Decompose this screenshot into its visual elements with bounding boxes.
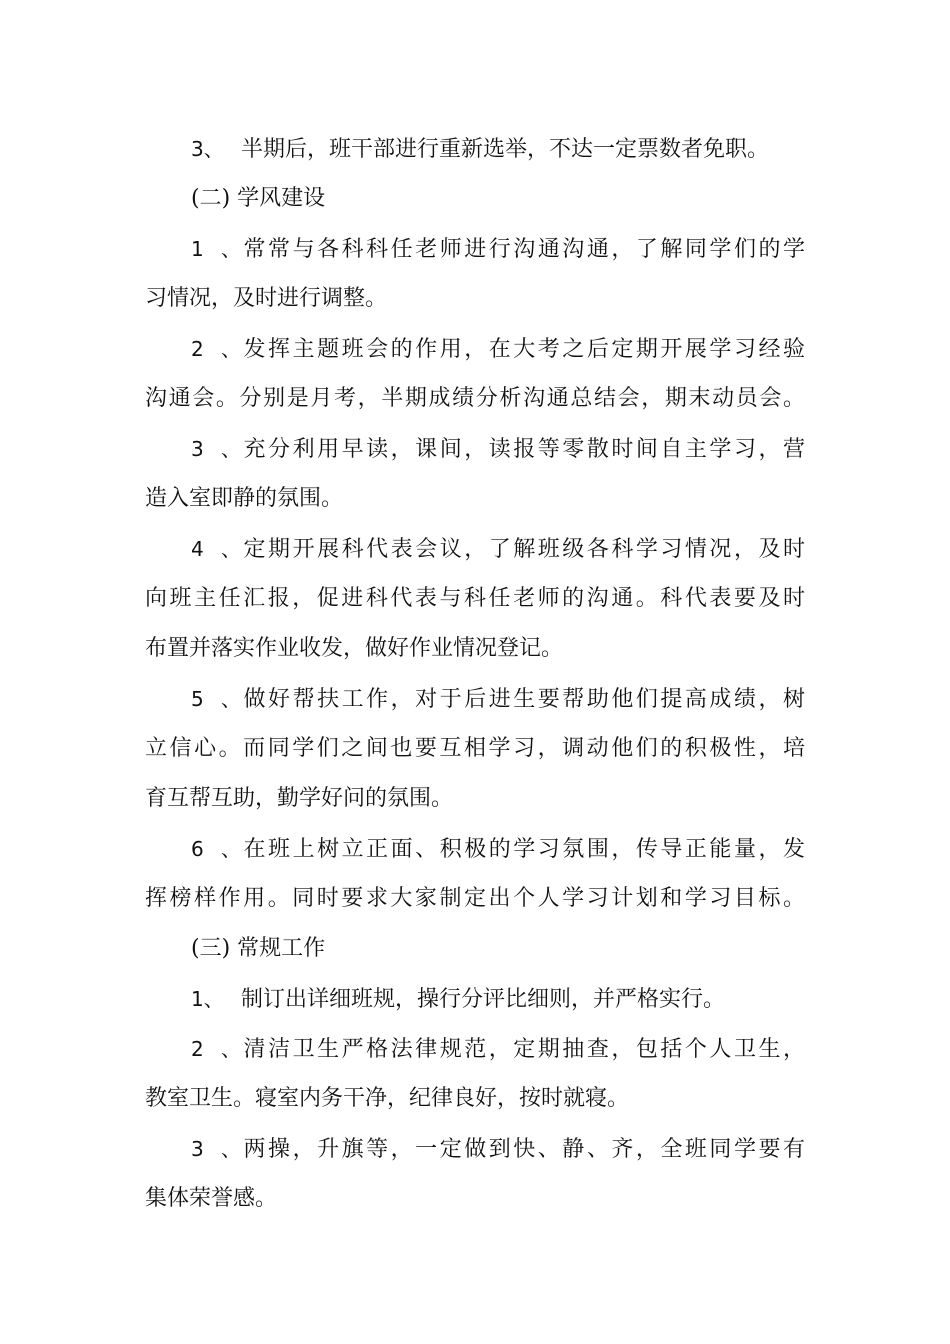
- line-text: 充分利用早读，课间，读报等零散时间自主学习，营: [241, 437, 805, 462]
- paragraph-line: [145, 674, 805, 724]
- line-text: 发挥主题班会的作用，在大考之后定期开展学习经验: [241, 337, 805, 362]
- list-number: 5、: [191, 687, 241, 711]
- line-text: 半期后，班干部进行重新选举，不达一定票数者免职。: [241, 137, 770, 162]
- paragraph-line: 集体荣誉感。: [145, 1186, 278, 1211]
- paragraph-line: [145, 424, 805, 474]
- paragraph-line: 习情况，及时进行调整。: [145, 286, 388, 311]
- paragraph-line: [145, 824, 805, 874]
- section-heading: (三) 常规工作: [191, 936, 326, 961]
- paragraph-line: [145, 224, 805, 274]
- line-text: 在班上树立正面、积极的学习氛围，传导正能量，发: [241, 837, 805, 862]
- paragraph-line: [145, 1024, 805, 1074]
- list-number: 4、: [191, 537, 241, 561]
- paragraph-line: [145, 524, 805, 574]
- line-text: 两操，升旗等，一定做到快、静、齐，全班同学要有: [241, 1137, 805, 1162]
- list-number: 2、: [191, 1037, 241, 1061]
- paragraph-line: 向班主任汇报，促进科代表与科任老师的沟通。科代表要及时: [145, 586, 805, 611]
- line-text: 制订出详细班规，操行分评比细则，并严格实行。: [241, 987, 726, 1012]
- paragraph-line: 教室卫生。寝室内务干净，纪律良好，按时就寝。: [145, 1086, 630, 1111]
- list-number: 3、: [191, 1137, 241, 1161]
- paragraph-line: [145, 974, 805, 1024]
- paragraph-line: [145, 124, 805, 174]
- paragraph-line: 沟通会。分别是月考，半期成绩分析沟通总结会，期末动员会。: [145, 386, 805, 411]
- paragraph-line: [145, 1124, 805, 1174]
- paragraph-line: 育互帮互助，勤学好问的氛围。: [145, 786, 454, 811]
- line-text: 做好帮扶工作，对于后进生要帮助他们提高成绩，树: [241, 687, 805, 712]
- paragraph-line: 挥榜样作用。同时要求大家制定出个人学习计划和学习目标。: [145, 886, 805, 911]
- list-number: 1、: [191, 987, 224, 1011]
- section-heading: (二) 学风建设: [191, 186, 326, 211]
- paragraph-line: 造入室即静的氛围。: [145, 486, 344, 511]
- list-number: 2、: [191, 337, 241, 361]
- line-text: 定期开展科代表会议，了解班级各科学习情况，及时: [241, 537, 805, 562]
- list-number: 1、: [191, 237, 241, 261]
- line-text: 清洁卫生严格法律规范，定期抽查，包括个人卫生，: [241, 1037, 805, 1062]
- document-page: [145, 124, 805, 1224]
- paragraph-line: 布置并落实作业收发，做好作业情况登记。: [145, 636, 564, 661]
- paragraph-line: [145, 324, 805, 374]
- paragraph-line: 立信心。而同学们之间也要互相学习，调动他们的积极性，培: [145, 736, 805, 761]
- list-number: 6、: [191, 837, 241, 861]
- list-number: 3、: [191, 137, 224, 161]
- list-number: 3、: [191, 437, 241, 461]
- line-text: 常常与各科科任老师进行沟通沟通，了解同学们的学: [241, 237, 805, 262]
